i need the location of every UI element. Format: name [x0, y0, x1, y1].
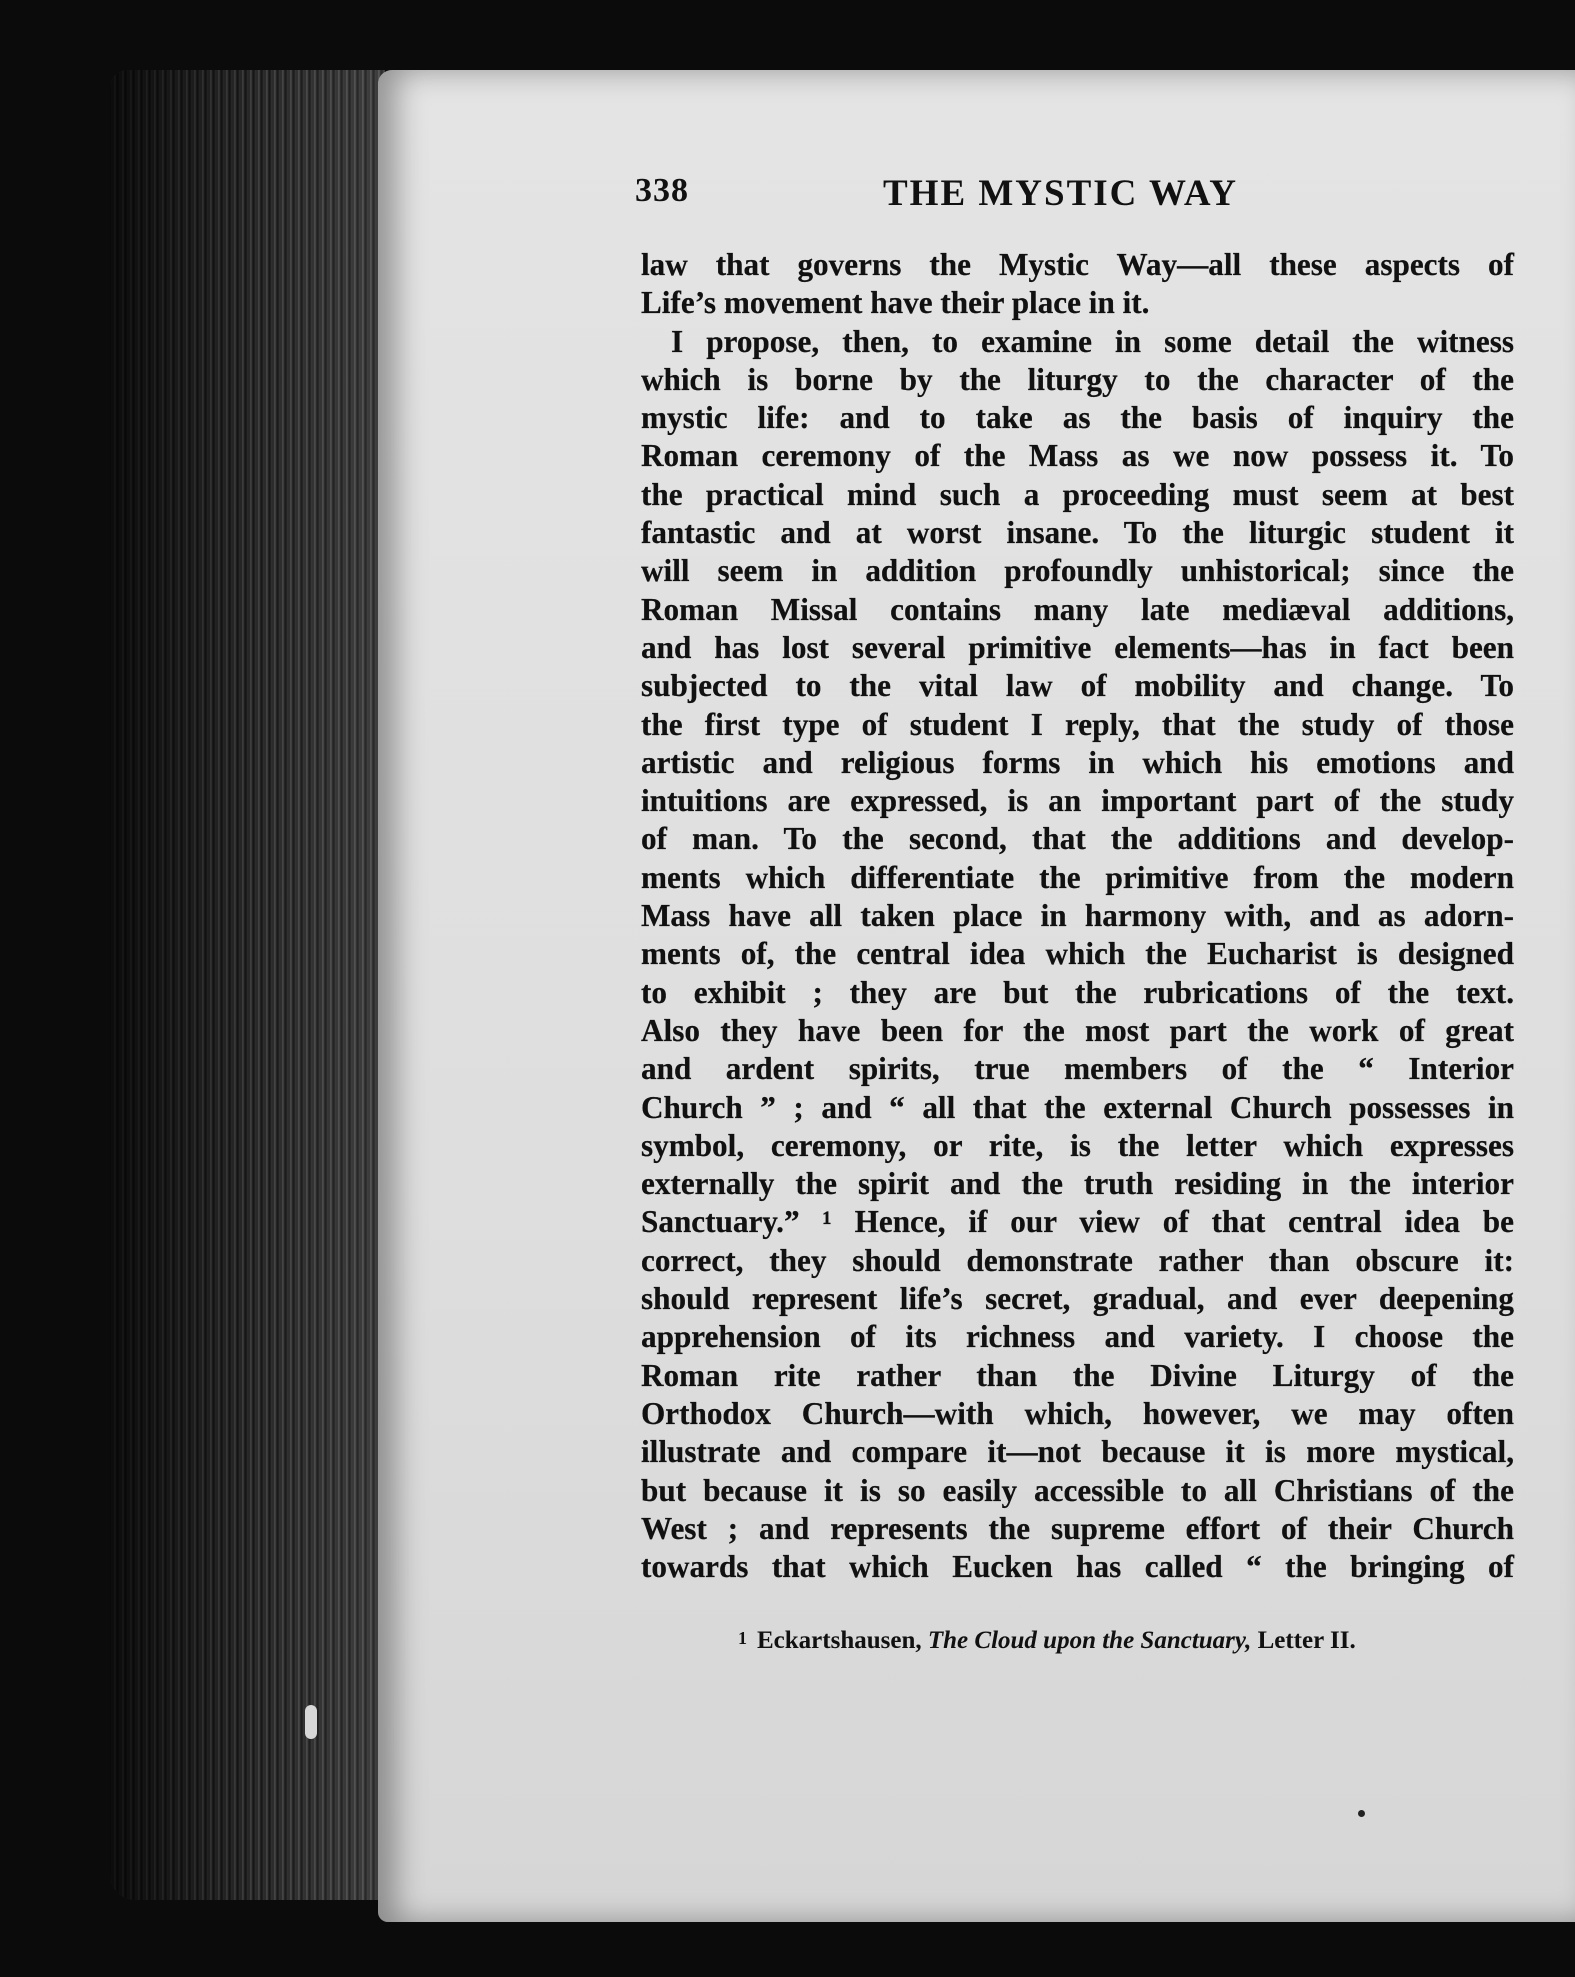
text-line: ments which differentiate the primitive from the modern [641, 859, 1514, 895]
text-line: towards that which Eucken has called “ the bringing of [641, 1549, 1514, 1585]
page-number: 338 [635, 172, 689, 209]
text-line: and has lost several primitive elements—has in fact been [641, 629, 1514, 665]
text-line: the practical mind such a proceeding must seem at best [641, 476, 1514, 512]
footnote [738, 1627, 1356, 1655]
text-line: Roman rite rather than the Divine Liturgy of the [641, 1357, 1514, 1393]
text-line: symbol, ceremony, or rite, is the letter which expresses [641, 1127, 1514, 1163]
footnote-title: The Cloud upon the Sanctuary, [927, 1627, 1252, 1654]
text-line: to exhibit ; they are but the rubrications of the text. [641, 974, 1514, 1010]
text-line: ments of, the central idea which the Eucharist is designed [641, 936, 1514, 972]
text-line: mystic life: and to take as the basis of inquiry the [641, 400, 1514, 436]
text-line: which is borne by the liturgy to the character of the [641, 361, 1514, 397]
text-line: and ardent spirits, true members of the “ Interior [641, 1051, 1514, 1087]
text-line: I propose, then, to examine in some detail the witness [671, 323, 1514, 359]
text-line: Church ” ; and “ all that the external Church possesses in [641, 1089, 1514, 1125]
text-line: fantastic and at worst insane. To the liturgic student it [641, 515, 1514, 551]
body-text [641, 246, 1514, 1586]
running-head [635, 172, 1510, 220]
text-line: Life’s movement have their place in it. [641, 285, 1150, 321]
running-title: THE MYSTIC WAY [883, 173, 1238, 214]
text-line: Sanctuary.” ¹ Hence, if our view of that central idea be [641, 1204, 1514, 1240]
text-line: law that governs the Mystic Way—all these aspects of [641, 247, 1514, 282]
text-line: intuitions are expressed, is an important part of the study [641, 783, 1514, 819]
footnote-rest: Letter II. [1257, 1627, 1356, 1654]
text-line: the first type of student I reply, that the study of those [641, 706, 1514, 742]
footnote-author: Eckartshausen, [757, 1627, 922, 1654]
paper-speck [1358, 1810, 1365, 1817]
text-line: Mass have all taken place in harmony with, and as adorn- [641, 898, 1514, 934]
text-line: Roman ceremony of the Mass as we now possess it. To [641, 438, 1514, 474]
fore-edge-shadow [110, 70, 385, 1900]
text-line: of man. To the second, that the additions and develop- [641, 821, 1514, 857]
text-line: artistic and religious forms in which his emotions and [641, 744, 1514, 780]
fore-edge-mark [305, 1705, 317, 1739]
text-line: subjected to the vital law of mobility and change. To [641, 668, 1514, 704]
text-line: Orthodox Church—with which, however, we may often [641, 1395, 1514, 1431]
footnote-number: 1 [738, 1628, 747, 1648]
text-line: should represent life’s secret, gradual, and ever deepening [641, 1281, 1514, 1317]
text-line: apprehension of its richness and variety. I choose the [641, 1319, 1514, 1355]
text-line: Also they have been for the most part the work of great [641, 1012, 1514, 1048]
text-line: externally the spirit and the truth residing in the interior [641, 1166, 1514, 1202]
text-line: West ; and represents the supreme effort of their Church [641, 1510, 1514, 1546]
text-line: illustrate and compare it—not because it is more mystical, [641, 1434, 1514, 1470]
text-line: but because it is so easily accessible to all Christians of the [641, 1472, 1514, 1508]
text-line: will seem in addition profoundly unhistorical; since the [641, 553, 1514, 589]
text-line: Roman Missal contains many late mediæval additions, [641, 591, 1514, 627]
text-line: correct, they should demonstrate rather than obscure it: [641, 1242, 1514, 1278]
